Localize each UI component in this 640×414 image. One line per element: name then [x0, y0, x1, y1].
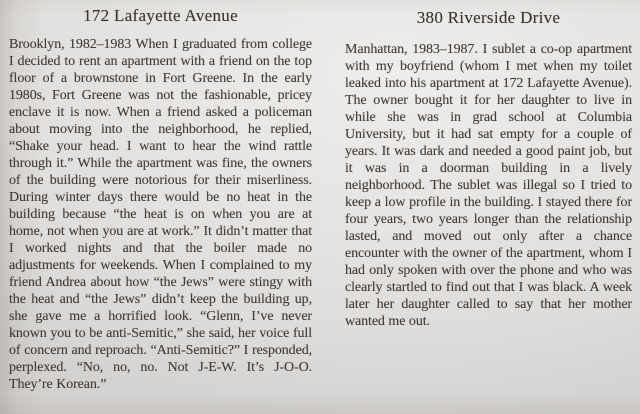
- right-column-body: Manhattan, 1983–1987. I sublet a co-op apartment with my boyfriend (whom I met when my toilet leaked into his apartment at 172 Lafayette Avenue). The owner bought it for her daughter to live in while she was in grad school at Columbia University, but it had sat empty for a couple of years. It was dark and needed a good paint job, but it was in a doorman building in a lively neighborhood. The sublet was illegal so I tried to keep a low profile in the building. I stayed there for four years, two years longer than the relationship lasted, and moved out only after a chance encounter with the owner of the apartment, whom I had only spoken with over the phone and who was clearly startled to find out that I was black. A week later her daughter called to say that her mother wanted me out.: [345, 42, 632, 329]
- right-column-380-riverside: [345, 8, 632, 330]
- left-column-172-lafayette: [9, 6, 312, 393]
- left-column-title: 172 Lafayette Avenue: [83, 6, 238, 25]
- right-column-title: 380 Riverside Drive: [416, 8, 561, 27]
- left-column-body: Brooklyn, 1982–1983 When I graduated from college I decided to rent an apartment with a friend on the top floor of a brownstone in Fort Greene. In the early 1980s, Fort Greene was not the fashionable, pricey enclave it is now. When a friend asked a policeman about moving into the neighborhood, he replied, “Shake your head. I want to hear the wind rattle through it.” While the apartment was fine, the owners of the building were notorious for their miserliness. During winter days there would be no heat in the building because “the heat is on when you are at home, not when you are at work.” It didn’t matter that I worked nights and that the boiler made no adjustments for weekends. When I complained to my friend Andrea about how “the Jews” were stingy with the heat and “the Jews” didn’t keep the building up, she gave me a horrified look. “Glenn, I’ve never known you to be anti-Semitic,” she said, her voice full of concern and reproach. “Anti-Semitic?” I responded, perplexed. “No, no, no. Not J-E-W. It’s J-O-O. They’re Korean.”: [9, 37, 312, 392]
